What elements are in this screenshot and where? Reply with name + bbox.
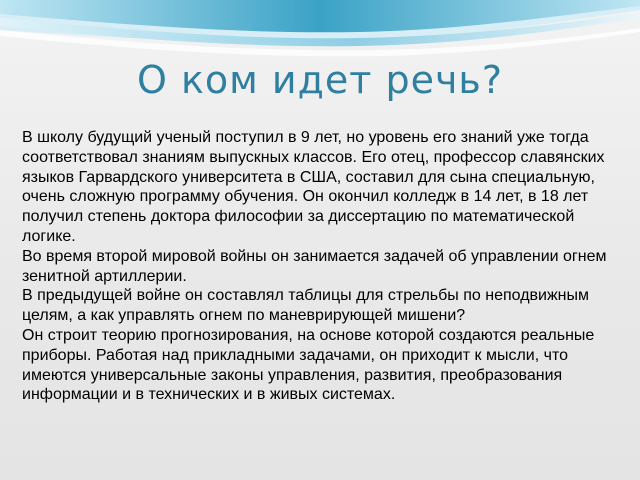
slide-body <box>22 128 626 405</box>
paragraph-previous-war: В предыдущей войне он составлял таблицы для стрельбы по неподвижным целям, а как управлять огнем по маневрирующей мишени? <box>22 287 590 325</box>
paragraph-prediction-theory: Он строит теорию прогнозирования, на основе которой создаются реальные приборы. Работая над прикладными задачами, он приходит к мысли, что имеются универсальные законы управления, развития, преобразования информации и в технических и в живых системах. <box>22 326 595 404</box>
paragraph-biography: В школу будущий ученый поступил в 9 лет, но уровень его знаний уже тогда соответствовал знаниям выпускных классов. Его отец, профессор славянских языков Гарвардского университета в США, составил для сына специальную, очень сложную программу обучения. Он окончил колледж в 14 лет, в 18 лет получил степень доктора философии за диссертацию по математической логике. <box>22 129 605 245</box>
paragraph-war-task: Во время второй мировой войны он занимается задачей об управлении огнем зенитной артиллерии. <box>22 247 607 285</box>
slide-title: О ком идет речь? <box>136 58 503 102</box>
